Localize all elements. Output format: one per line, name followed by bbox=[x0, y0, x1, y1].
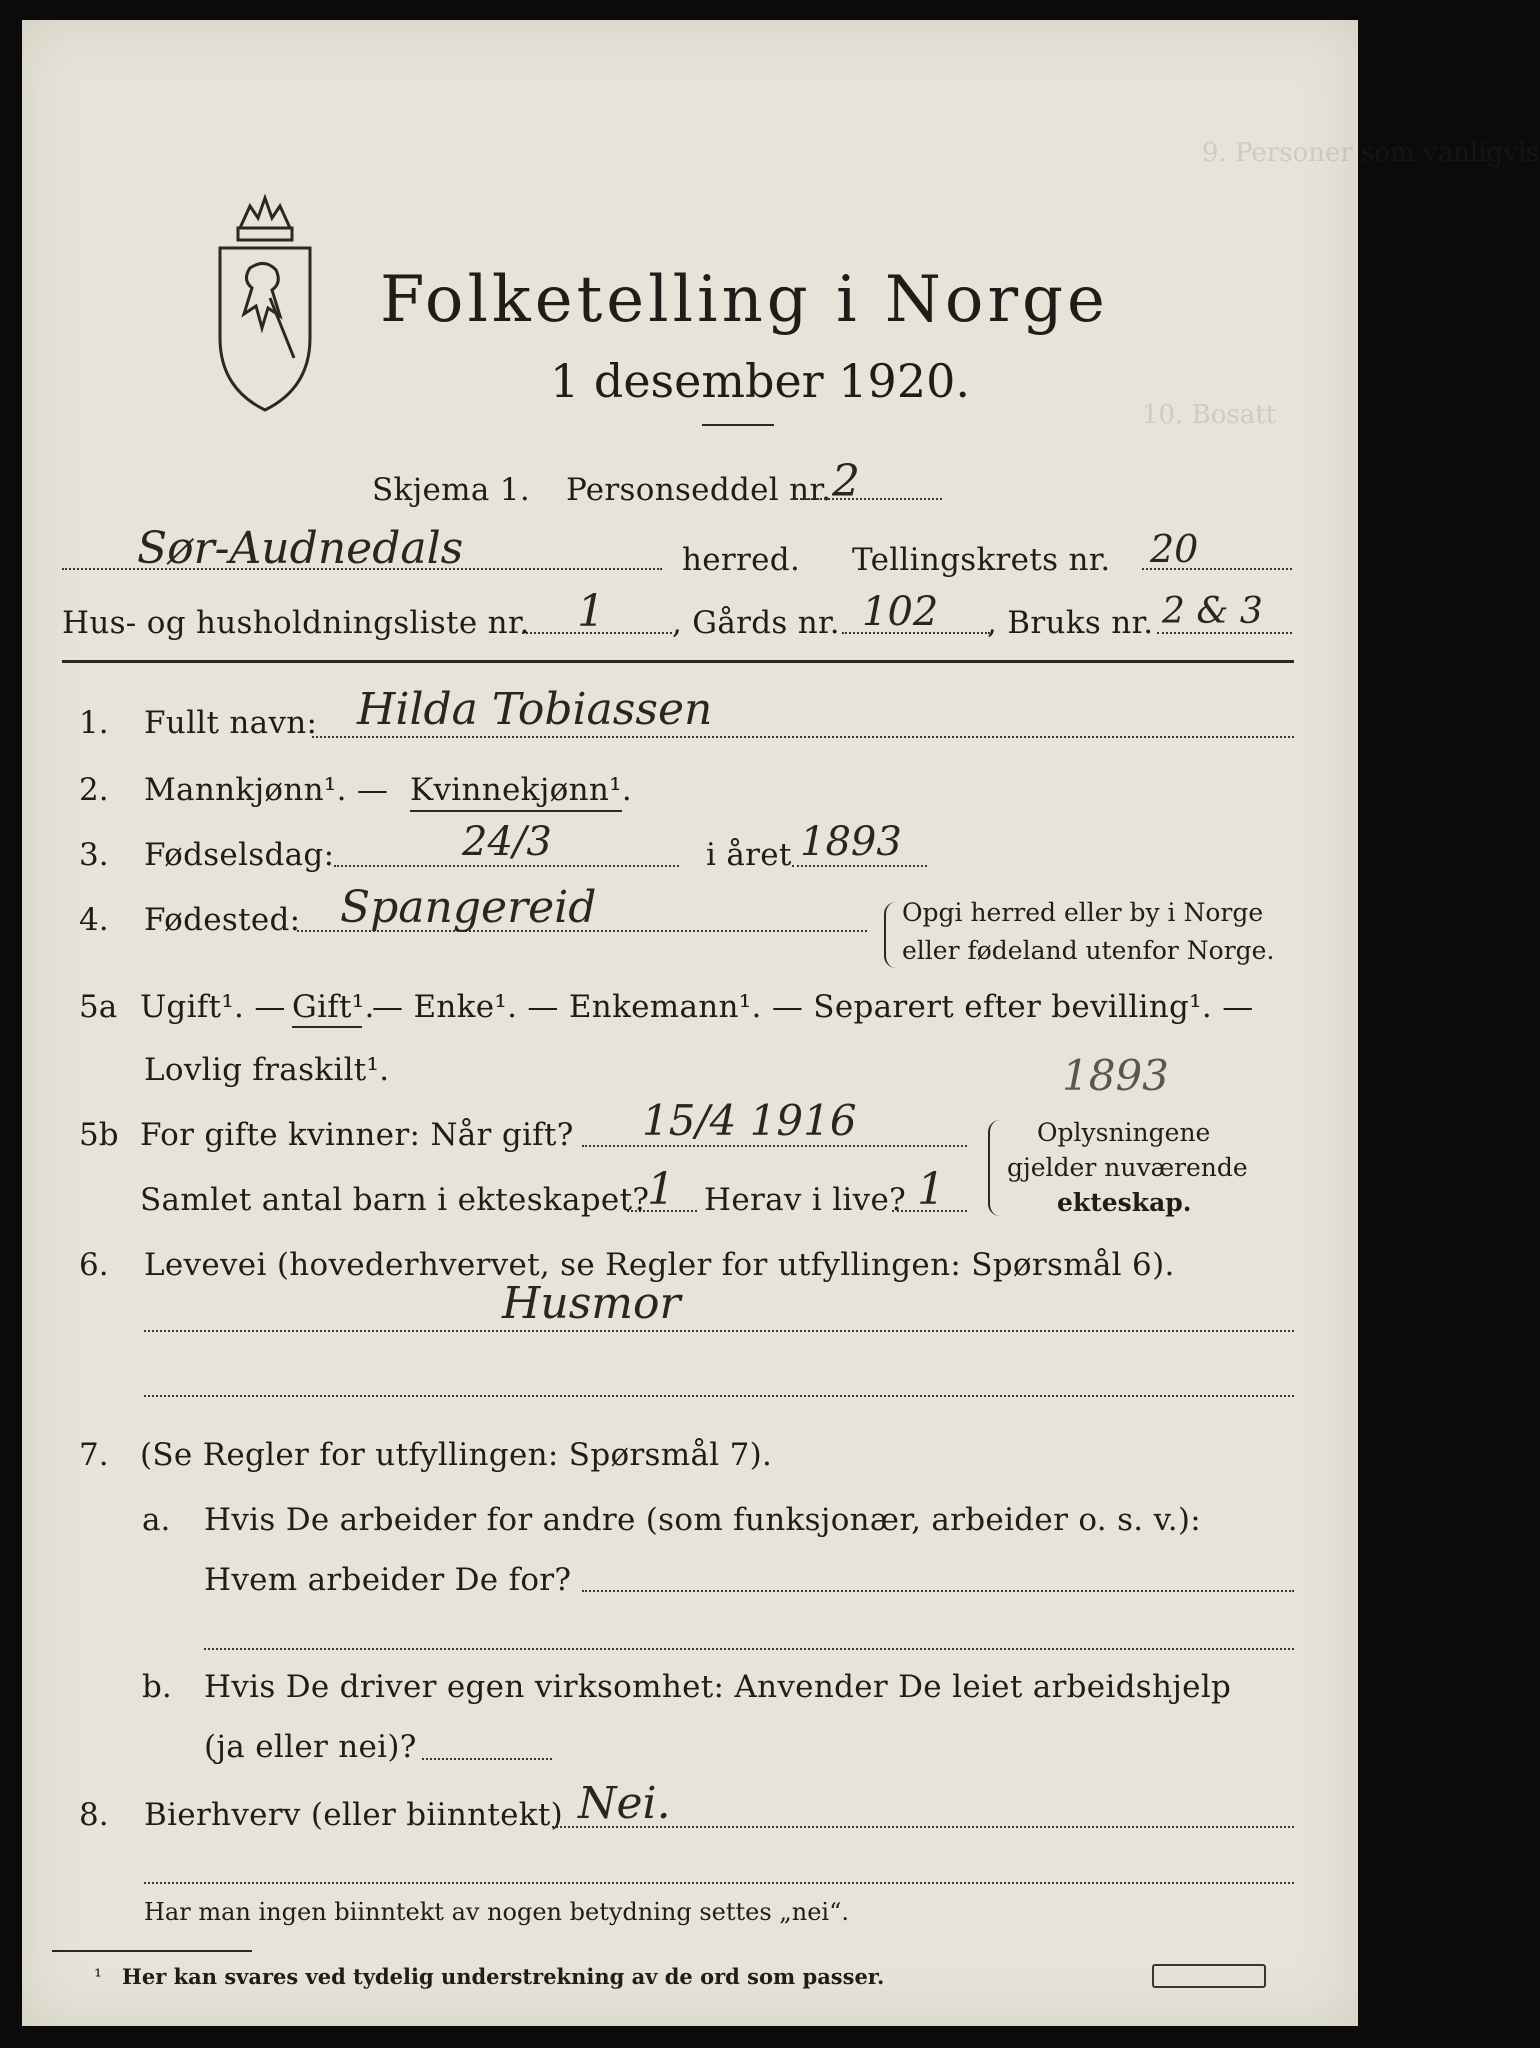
hus-value[interactable]: 1 bbox=[577, 586, 605, 637]
q5b-note-brace bbox=[988, 1120, 1000, 1216]
q5b-number: 5b bbox=[79, 1117, 119, 1153]
footnote-text: Her kan svares ved tydelig understrekning av de ord som passer. bbox=[122, 1964, 885, 1989]
q5a-ugift: Ugift¹. — bbox=[140, 989, 286, 1025]
hus-label: Hus- og husholdningsliste nr. bbox=[62, 605, 530, 641]
q5b-live-label: Herav i live? bbox=[704, 1182, 907, 1218]
footnote-divider bbox=[52, 1950, 252, 1952]
title-divider bbox=[702, 424, 774, 426]
personseddel-value[interactable]: 2 bbox=[832, 456, 860, 507]
schema-label: Skjema 1. bbox=[372, 472, 530, 508]
q4-label: Fødested: bbox=[144, 902, 301, 938]
q5a-gift-underline bbox=[292, 1026, 362, 1028]
q4-note-line2: eller fødeland utenfor Norge. bbox=[902, 936, 1275, 965]
bruks-value[interactable]: 2 & 3 bbox=[1162, 591, 1263, 632]
q6-line-2 bbox=[144, 1395, 1294, 1397]
census-form-sheet bbox=[22, 20, 1540, 2026]
tellingskrets-value[interactable]: 20 bbox=[1150, 527, 1199, 571]
q4-number: 4. bbox=[79, 902, 109, 938]
q1-label: Fullt navn: bbox=[144, 705, 318, 741]
q5a-line2: Lovlig fraskilt¹. bbox=[144, 1052, 390, 1088]
q7-number: 7. bbox=[79, 1437, 109, 1473]
bruks-label: , Bruks nr. bbox=[987, 605, 1154, 641]
q3-year-label: i året bbox=[706, 837, 792, 873]
personseddel-line bbox=[792, 498, 942, 500]
q3-label: Fødselsdag: bbox=[144, 837, 335, 873]
bleed-through-text: 10. Bosatt bbox=[1142, 400, 1277, 430]
tellingskrets-label: Tellingskrets nr. bbox=[852, 542, 1111, 578]
q4-value[interactable]: Spangereid bbox=[340, 882, 597, 933]
q5b-margin-note: 1893 bbox=[1062, 1051, 1169, 1100]
q5b-note-line3: ekteskap. bbox=[1057, 1188, 1192, 1217]
q3-line bbox=[334, 865, 679, 867]
q2-female: Kvinnekjønn¹. bbox=[410, 772, 633, 808]
q5b-value[interactable]: 15/4 1916 bbox=[642, 1096, 857, 1145]
q4-note-brace bbox=[884, 902, 896, 968]
q5b-barn-value[interactable]: 1 bbox=[647, 1164, 675, 1215]
printer-stamp bbox=[1152, 1964, 1266, 1988]
q7b-number: b. bbox=[142, 1669, 172, 1705]
q7-label: (Se Regler for utfyllingen: Spørsmål 7). bbox=[140, 1437, 773, 1473]
q6-value[interactable]: Husmor bbox=[502, 1278, 681, 1329]
q7a-number: a. bbox=[142, 1502, 171, 1538]
q5b-barn-label: Samlet antal barn i ekteskapet? bbox=[140, 1182, 650, 1218]
bleed-through-text: 9. Personer som vanligvis bbox=[1202, 138, 1540, 168]
q5a-gift: Gift¹. bbox=[292, 989, 375, 1025]
footnote-mark: ¹ bbox=[94, 1964, 103, 1988]
q1-value[interactable]: Hilda Tobiassen bbox=[357, 684, 713, 735]
herred-value[interactable]: Sør-Audnedals bbox=[137, 523, 464, 574]
q8-value[interactable]: Nei. bbox=[578, 1778, 671, 1829]
bruks-line bbox=[1157, 632, 1292, 634]
herred-label: herred. bbox=[682, 542, 801, 578]
q7a-line-1[interactable] bbox=[582, 1590, 1294, 1592]
gards-label: , Gårds nr. bbox=[672, 605, 840, 641]
q7a-text: Hvis De arbeider for andre (som funksjonær, arbeider o. s. v.): bbox=[204, 1502, 1202, 1538]
q1-line bbox=[312, 736, 1294, 738]
q5a-rest: — Enke¹. — Enkemann¹. — Separert efter bevilling¹. — bbox=[372, 989, 1254, 1025]
q2-female-underline bbox=[410, 810, 622, 812]
q2-number: 2. bbox=[79, 772, 109, 808]
q7b-text: Hvis De driver egen virksomhet: Anvender De leiet arbeidshjelp bbox=[204, 1669, 1232, 1705]
q7b-question: (ja eller nei)? bbox=[204, 1729, 417, 1765]
form-date: 1 desember 1920. bbox=[550, 354, 970, 408]
personseddel-label: Personseddel nr. bbox=[566, 472, 832, 508]
q7b-line[interactable] bbox=[422, 1758, 552, 1760]
q6-label: Levevei (hovederhvervet, se Regler for utfyllingen: Spørsmål 6). bbox=[144, 1247, 1175, 1283]
q7a-line-2[interactable] bbox=[204, 1648, 1294, 1650]
q5b-label: For gifte kvinner: Når gift? bbox=[140, 1117, 574, 1153]
gards-value[interactable]: 102 bbox=[862, 589, 939, 635]
footer-note: Har man ingen biinntekt av nogen betydning settes „nei“. bbox=[144, 1898, 849, 1926]
q2-male: Mannkjønn¹. — bbox=[144, 772, 389, 808]
q7a-question: Hvem arbeider De for? bbox=[204, 1562, 572, 1598]
form-title: Folketelling i Norge bbox=[380, 263, 1109, 337]
q5a-number: 5a bbox=[79, 989, 118, 1025]
q3-year-line bbox=[792, 865, 927, 867]
q3-number: 3. bbox=[79, 837, 109, 873]
q5b-note-line2: gjelder nuværende bbox=[1007, 1153, 1248, 1182]
q3-year-value[interactable]: 1893 bbox=[800, 819, 902, 865]
q6-line-1 bbox=[144, 1330, 1294, 1332]
q8-line-2 bbox=[144, 1882, 1294, 1884]
q5b-note-line1: Oplysningene bbox=[1037, 1118, 1211, 1147]
norway-coat-of-arms-icon bbox=[210, 188, 320, 418]
q5b-line bbox=[582, 1145, 967, 1147]
header-divider bbox=[62, 660, 1294, 663]
q1-number: 1. bbox=[79, 705, 109, 741]
q8-number: 8. bbox=[79, 1797, 109, 1833]
q3-value[interactable]: 24/3 bbox=[462, 819, 552, 865]
q4-note-line1: Opgi herred eller by i Norge bbox=[902, 898, 1264, 927]
q6-number: 6. bbox=[79, 1247, 109, 1283]
q8-label: Bierhverv (eller biinntekt) bbox=[144, 1797, 564, 1833]
q5b-live-value[interactable]: 1 bbox=[917, 1164, 945, 1215]
